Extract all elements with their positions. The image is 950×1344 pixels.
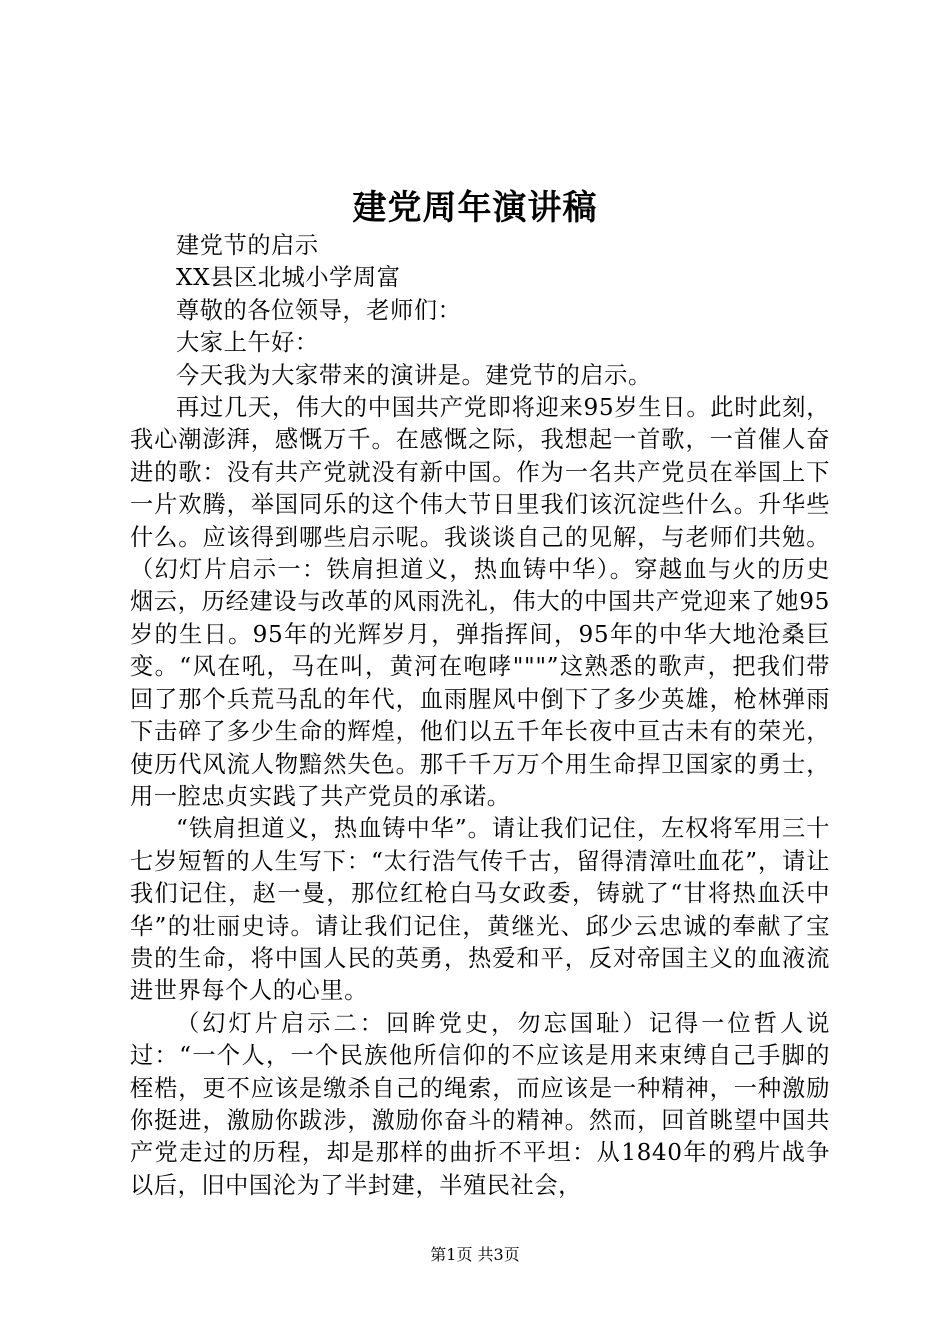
paragraph-salutation: 尊敬的各位领导，老师们： [176,296,462,324]
paragraph-body-3: （幻灯片启示二：回眸党史，勿忘国耻）记得一位哲人说过：“一个人，一个民族他所信仰的不应该是用来束缚自己手脚的桎梏，更不应该是缴杀自己的绳索，而应该是一种精神，一种激励你挺进，激励你跋涉，激励你奋斗的精神。然而，回首眺望中国共产党走过的历程，却是那样的曲折不平坦：从1840年的鸦片战争以后，旧中国沦为了半封建，半殖民社会， [130,1009,830,1199]
paragraph-author: XX县区北城小学周富 [176,264,401,292]
paragraph-subtitle: 建党节的启示 [176,232,319,259]
page-footer: 第1页 共3页 [430,1245,520,1264]
paragraph-intro: 今天我为大家带来的演讲是。建党节的启示。 [176,361,652,389]
paragraph-body-1: 再过几天，伟大的中国共产党即将迎来95岁生日。此时此刻，我心潮澎湃，感慨万千。在感慨之际，我想起一首歌，一首催人奋进的歌：没有共产党就没有新中国。作为一名共产党员在举国上下一片欢腾，举国同乐的这个伟大节日里我们该沉淀些什么。升华些什么。应该得到哪些启示呢。我谈谈自己的见解，与老师们共勉。（幻灯片启示一：铁肩担道义，热血铸中华）。穿越血与火的历史烟云，历经建设与改革的风雨洗礼，伟大的中国共产党迎来了她95岁的生日。95年的光辉岁月，弹指挥间，95年的中华大地沧桑巨变。“风在吼，马在叫，黄河在咆哮"""”这熟悉的歌声，把我们带回了那个兵荒马乱的年代，血雨腥风中倒下了多少英雄，枪林弹雨下击碎了多少生命的辉煌，他们以五千年长夜中亘古未有的荣光，使历代风流人物黯然失色。那千千万万个用生命捍卫国家的勇士，用一腔忠贞实践了共产党员的承诺。 [130,394,830,810]
paragraph-greeting: 大家上午好： [176,329,319,357]
paragraph-body-2: “铁肩担道义，热血铸中华”。请让我们记住，左权将军用三十七岁短暂的人生写下：“太行浩气传千古，留得清漳吐血花”，请让我们记住，赵一曼，那位红枪白马女政委，铸就了“甘将热血沃中华”的壮丽史诗。请让我们记住，黄继光、邱少云忠诚的奉献了宝贵的生命，将中国人民的英勇，热爱和平，反对帝国主义的血液流进世界每个人的心里。 [130,815,830,1005]
document-body [130,230,830,1202]
document-title: 建党周年演讲稿 [352,188,598,228]
